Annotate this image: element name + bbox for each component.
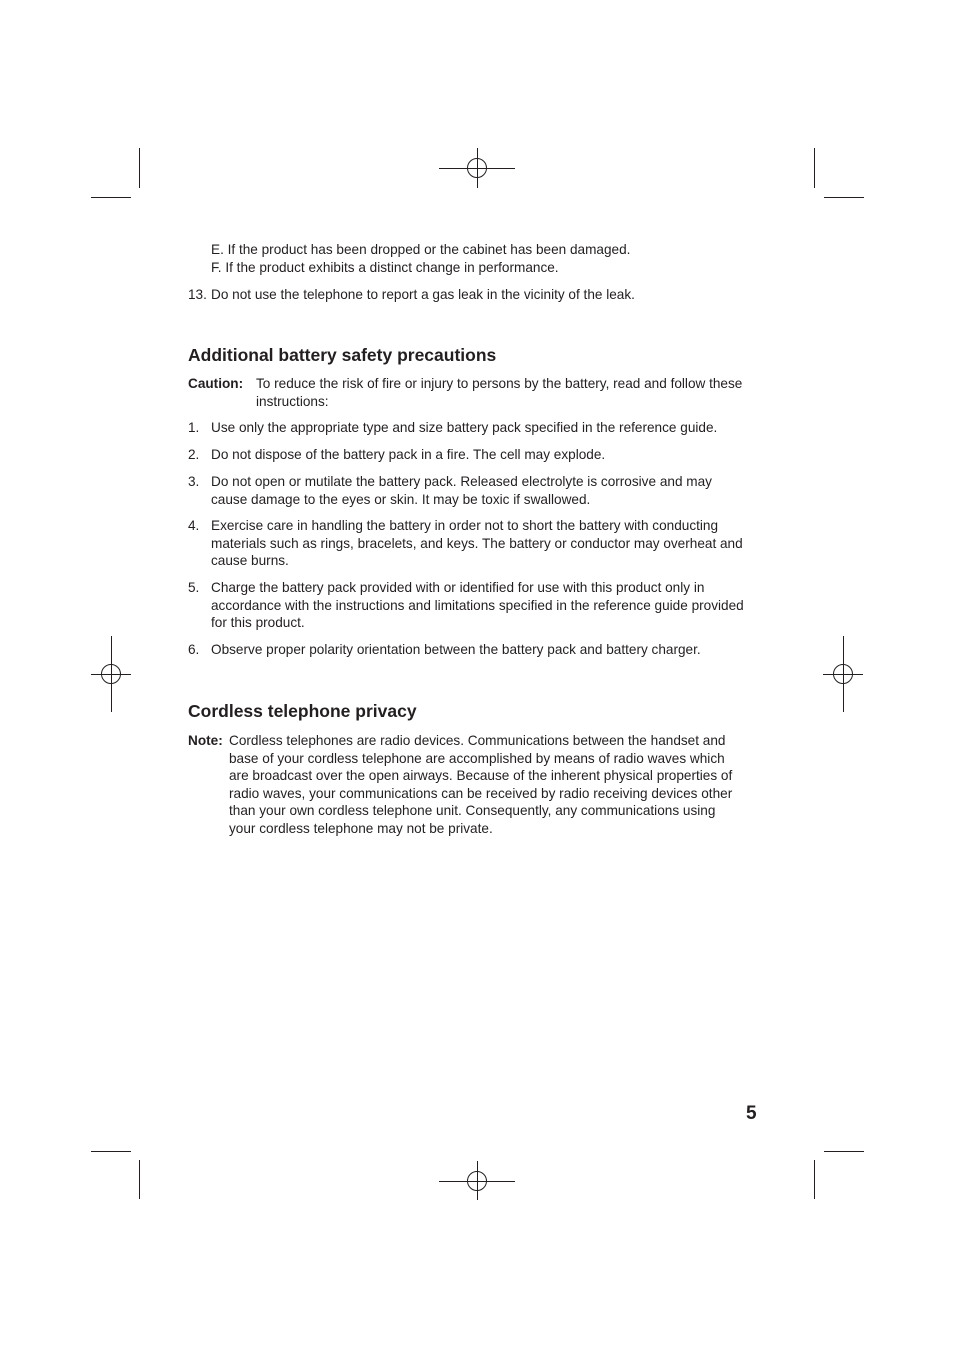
section-heading-privacy: Cordless telephone privacy (188, 701, 417, 721)
item-number: 3. (188, 474, 200, 489)
list-item-e: E. If the product has been dropped or the cabinet has been damaged. (211, 242, 631, 257)
list-item-f: F. If the product exhibits a distinct change in performance. (211, 260, 559, 275)
caution-text: To reduce the risk of fire or injury to persons by the battery, read and follow these instructions: (256, 376, 743, 409)
item-number: 1. (188, 420, 200, 435)
section-heading-battery: Additional battery safety precautions (188, 345, 497, 365)
item-text: Do not open or mutilate the battery pack. Released electrolyte is corrosive and may cause damage to the eyes or skin. It may be toxic if swallowed. (211, 474, 712, 507)
item-text: Use only the appropriate type and size battery pack specified in the reference guide. (211, 420, 718, 435)
registration-marks (91, 148, 863, 1200)
caution-label: Caution: (188, 376, 244, 391)
note-text: Cordless telephones are radio devices. Communications between the handset and base of your cordless telephone are accomplished by means of radio waves which are broadcast over the open airways. Because of the inherent physical properties of radio waves, your communications can be received by radio receiving devices other than your own cordless telephone unit. Consequently, any communications using your cordless telephone may not be private. (229, 733, 733, 836)
item-text: Do not dispose of the battery pack in a fire. The cell may explode. (211, 447, 606, 462)
item-number: 6. (188, 642, 200, 657)
item-number: 4. (188, 518, 200, 533)
note-label: Note: (188, 733, 223, 748)
item-text: Exercise care in handling the battery in order not to short the battery with conducting materials such as rings, bracelets, and keys. The battery or conductor may overheat and cause burns. (211, 518, 743, 569)
page-number: 5 (746, 1103, 757, 1124)
item-text: Do not use the telephone to report a gas leak in the vicinity of the leak. (211, 287, 635, 302)
item-number: 2. (188, 447, 200, 462)
item-text: Observe proper polarity orientation between the battery pack and battery charger. (211, 642, 701, 657)
item-number: 5. (188, 580, 200, 595)
item-number: 13. (188, 287, 207, 302)
item-text: Charge the battery pack provided with or identified for use with this product only in accordance with the instructions and limitations specified in the reference guide provided for this product. (211, 580, 744, 631)
